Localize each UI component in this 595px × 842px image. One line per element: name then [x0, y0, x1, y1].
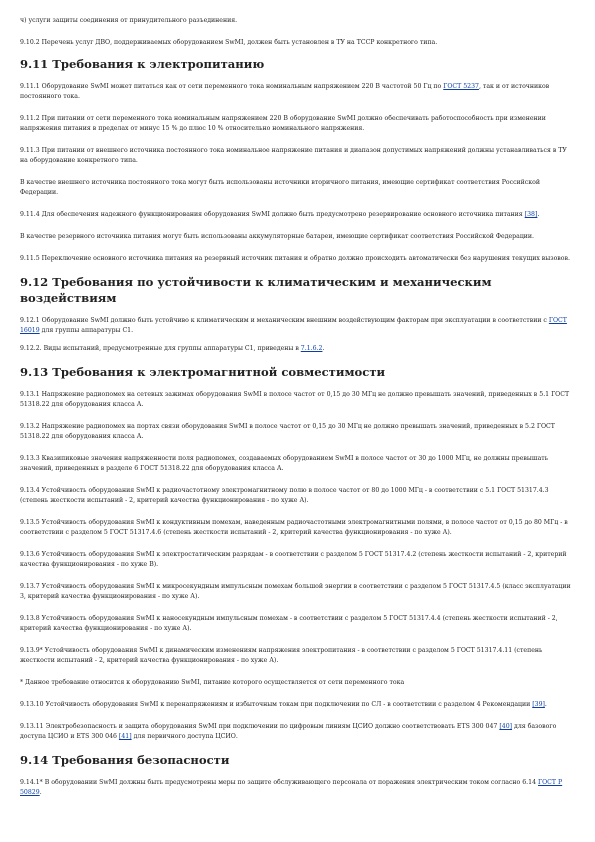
- paragraph-9-13-11: [20, 722, 575, 742]
- paragraph-text: .: [39, 789, 42, 796]
- paragraph-9-13-10: [20, 700, 575, 710]
- paragraph-9-12-2: [20, 344, 575, 354]
- paragraph-9-12-1: [20, 316, 575, 336]
- paragraph-text: для группы аппаратуры С1.: [41, 327, 134, 334]
- link-7-1-6-2[interactable]: 7.1.6.2: [300, 345, 323, 352]
- paragraph-9-11-2: 9.11.2 При питании от сети переменного тока номинальным напряжением 220 В оборудование SwMI должно обеспечивать работоспособность при изменении напряжения питания в пределах от минус 15 % до плюс 10 % относительно номинального напряжения.: [20, 115, 546, 132]
- paragraph-text: , так и от источников постоянного тока.: [20, 83, 550, 100]
- link-gost-r-50829[interactable]: ГОСТ Р 50829: [20, 779, 563, 796]
- paragraph-footnote: * Данное требование относится к оборудованию SwMI, питание которого осуществляется от сети переменного тока: [20, 679, 405, 686]
- paragraph-9-11-3-note: В качестве внешнего источника постоянного тока могут быть использованы источники вторичного питания, имеющие сертификат соответствия Российской Федерации.: [20, 179, 540, 196]
- paragraph-text: 9.13.10 Устойчивость оборудования SwMI к перенапряжениям и избыточным токам при подключении по СЛ - в соответствии с разделом 4 Рекомендации: [20, 701, 531, 708]
- paragraph-9-14-1: [20, 778, 575, 798]
- paragraph-text: 9.11.1 Оборудование SwMI может питаться как от сети переменного тока номинальным напряжением 220 В частотой 50 Гц по: [20, 83, 442, 90]
- heading-9-14: 9.14 Требования безопасности: [20, 753, 230, 767]
- paragraph-text: для базового доступа ЦСИО и ETS 300 046: [20, 723, 557, 740]
- paragraph-9-11-4: [20, 210, 575, 220]
- paragraph-9-11-3: 9.11.3 При питании от внешнего источника постоянного тока номинальное напряжение питания и диапазон допустимых напряжений должны устанавливаться в ТУ на оборудование конкретного типа.: [20, 147, 567, 164]
- link-ref-41[interactable]: [41]: [118, 733, 132, 740]
- document-page: [20, 6, 575, 798]
- paragraph-9-13-9: 9.13.9* Устойчивость оборудования SwMI к динамическим изменениям напряжения электропитания - в соответствии с разделом 5 ГОСТ 51317.4.11 (степень жесткости испытаний - 2, критерий качества функционирования - по хуже А).: [20, 647, 543, 664]
- paragraph-text: 9.11.4 Для обеспечения надежного функционирования оборудования SwMI должно быть предусмотрено резервирование основного источника питания: [20, 211, 523, 218]
- heading-9-11: 9.11 Требования к электропитанию: [20, 57, 265, 71]
- paragraph-text: 9.12.2. Виды испытаний, предусмотренные для группы аппаратуры С1, приведены в: [20, 345, 299, 352]
- paragraph-9-11-4-note: В качестве резервного источника питания могут быть использованы аккумуляторные батареи, имеющие сертификат соответствия Российской Федерации.: [20, 233, 535, 240]
- paragraph-9-13-1: 9.13.1 Напряжение радиопомех на сетевых зажимах оборудования SwMI в полосе частот от 0,15 до 30 МГц не должно превышать значений, приведенных в 5.1 ГОСТ 51318.22 для оборудования класса А.: [20, 391, 570, 408]
- paragraph-text: 9.14.1* В оборудовании SwMI должны быть предусмотрены меры по защите обслуживающего персонала от поражения электрическим током согласно 6.14: [20, 779, 537, 786]
- link-ref-40[interactable]: [40]: [499, 723, 513, 730]
- paragraph-9-13-8: 9.13.8 Устойчивость оборудования SwMI к наносекундным импульсным помехам - в соответствии с разделом 5 ГОСТ 51317.4.4 (степень жесткости испытаний - 2, критерий качества функционирования - по хуже А).: [20, 615, 558, 632]
- paragraph-text: 9.12.1 Оборудование SwMI должно быть устойчиво к климатическим и механическим внешним воздействующим факторам при эксплуатации в соответствии с: [20, 317, 547, 324]
- paragraph-9-13-2: 9.13.2 Напряжение радиопомех на портах связи оборудования SwMI в полосе частот от 0,15 до 30 МГц не должно превышать значений, приведенных в 5.2 ГОСТ 51318.22 для оборудования класса А.: [20, 423, 555, 440]
- paragraph-9-11-1: [20, 82, 575, 102]
- link-gost-5237[interactable]: ГОСТ 5237: [443, 83, 479, 90]
- paragraph-9-13-5: 9.13.5 Устойчивость оборудования SwMI к кондуктивным помехам, наведенным радиочастотными электромагнитными полями, в полосе частот от 0,15 до 80 МГц - в соответствии с разделом 5 ГОСТ 51317.4.6 (степень жесткости испытаний - 2, критерий качества функционирования - по хуже А).: [20, 519, 568, 536]
- paragraph-9-13-4: 9.13.4 Устойчивость оборудования SwMI к радиочастотному электромагнитному полю в полосе частот от 80 до 1000 МГц - в соответствии с 5.1 ГОСТ 51317.4.3 (степень жесткости испытаний - 2, критерий качества функционирования - по хуже А).: [20, 487, 549, 504]
- link-ref-39[interactable]: [39]: [532, 701, 545, 708]
- paragraph-9-10-2: 9.10.2 Перечень услуг ДВО, поддерживаемых оборудованием SwMI, должен быть установлен в ТУ на ТССР конкретного типа.: [20, 39, 438, 46]
- paragraph-9-13-3: 9.13.3 Квазипиковые значения напряженности поля радиопомех, создаваемых оборудованием SwMI в полосе частот от 30 до 1000 МГц, не должны превышать значений, приведенных в разделе 6 ГОСТ 51318.22 для оборудования класса А.: [20, 455, 549, 472]
- paragraph-text: .: [322, 345, 325, 352]
- link-gost-16019[interactable]: ГОСТ 16019: [20, 317, 567, 334]
- link-ref-38[interactable]: [38]: [524, 211, 538, 218]
- paragraph-9-13-7: 9.13.7 Устойчивость оборудования SwMI к микросекундным импульсным помехам большой энергии в соответствии с разделом 5 ГОСТ 51317.4.5 (класс эксплуатации 3, критерий качества функционирования - по хуже А).: [20, 583, 571, 600]
- paragraph-text: .: [537, 211, 540, 218]
- paragraph-9-10-1-ch: ч) услуги защиты соединения от принудительного разъединения.: [20, 17, 238, 24]
- paragraph-text: для первичного доступа ЦСИО.: [133, 733, 238, 740]
- heading-9-13: 9.13 Требования к электромагнитной совместимости: [20, 365, 386, 379]
- paragraph-9-11-5: 9.11.5 Переключение основного источника питания на резервный источник питания и обратно должно происходить автоматически без нарушения текущих вызовов.: [20, 255, 570, 262]
- paragraph-9-13-6: 9.13.6 Устойчивость оборудования SwMI к электростатическим разрядам - в соответствии с разделом 5 ГОСТ 51317.4.2 (степень жесткости испытаний - 2, критерий качества функционирования - по хуже В).: [20, 551, 567, 568]
- paragraph-text: 9.13.11 Электробезопасность и защита оборудования SwMI при подключении по цифровым линиям ЦСИО должно соответствовать ETS 300 047: [20, 723, 498, 730]
- paragraph-text: .: [544, 701, 547, 708]
- heading-9-12: 9.12 Требования по устойчивости к климатическим и механическим воздействиям: [20, 275, 492, 305]
